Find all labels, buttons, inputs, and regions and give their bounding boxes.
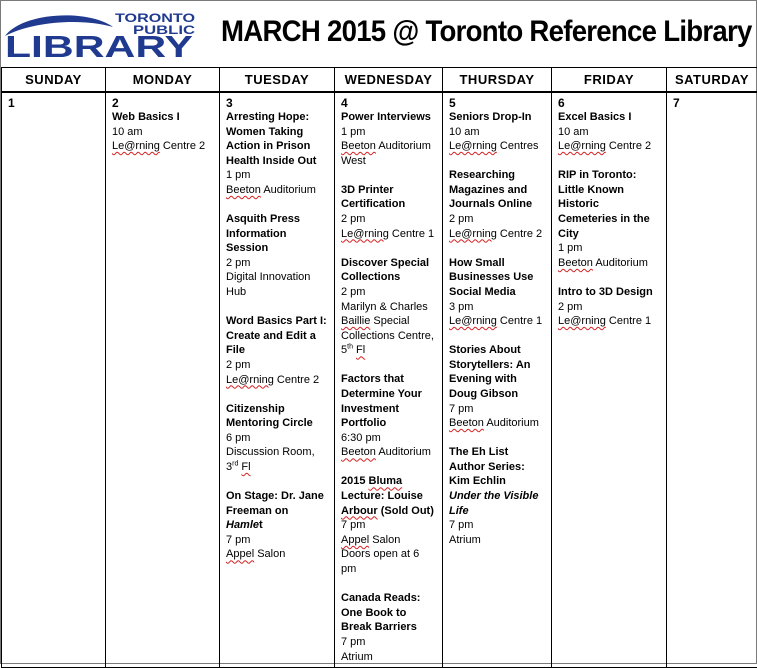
day-cell-5 — [443, 92, 552, 668]
event-time: 1 pm — [226, 168, 328, 183]
event-location: Discussion Room, 3rd Fl — [226, 445, 328, 474]
event-location: Le@rning Centre 2 — [558, 139, 660, 154]
event-time: 7 pm — [341, 518, 436, 533]
event — [449, 343, 545, 431]
event-time: 2 pm — [341, 285, 436, 300]
event — [449, 445, 545, 547]
event-location: Beeton Auditorium — [341, 445, 436, 460]
event-title: The Eh List Author Series: Kim Echlin — [449, 445, 545, 489]
day-number: 1 — [8, 97, 99, 110]
weekday-header-row — [2, 68, 757, 93]
event-location: Atrium — [449, 533, 545, 548]
weekday-friday: FRIDAY — [552, 68, 667, 93]
day-cell-3 — [220, 92, 335, 668]
event — [226, 489, 328, 562]
day-number: 4 — [341, 97, 436, 110]
event — [341, 591, 436, 664]
day-number: 2 — [112, 97, 213, 110]
calendar-grid — [1, 67, 757, 668]
event-location: Appel Salon — [226, 547, 328, 562]
event-time: 7 pm — [449, 518, 545, 533]
event-title: Asquith Press Information Session — [226, 212, 328, 256]
day-cell-1 — [2, 92, 106, 668]
event — [341, 110, 436, 168]
event-location: Beeton Auditorium West — [341, 139, 436, 168]
week-row — [2, 92, 757, 668]
event-time: 3 pm — [449, 300, 545, 315]
logo-library-text: LIBRARY — [5, 29, 193, 59]
event-title: On Stage: Dr. Jane Freeman on Hamlet — [226, 489, 328, 533]
day-cell-7 — [667, 92, 757, 668]
event-title: 2015 Bluma Lecture: Louise Arbour (Sold Out) — [341, 474, 436, 518]
event-location: Le@rning Centre 2 — [112, 139, 213, 154]
event-time: 1 pm — [558, 241, 660, 256]
event — [449, 256, 545, 329]
event-title: Stories About Storytellers: An Evening with Doug Gibson — [449, 343, 545, 401]
event-time: 2 pm — [449, 212, 545, 227]
event-time: 6:30 pm — [341, 431, 436, 446]
event — [558, 110, 660, 154]
weekday-monday: MONDAY — [106, 68, 220, 93]
event — [226, 402, 328, 475]
event-title: Citizenship Mentoring Circle — [226, 402, 328, 431]
event-time: 10 am — [449, 125, 545, 140]
logo-public-text: PUBLIC — [133, 23, 195, 37]
day-number: 7 — [673, 97, 751, 110]
event-time: 1 pm — [341, 125, 436, 140]
event-title: RIP in Toronto: Little Known Historic Cemeteries in the City — [558, 168, 660, 241]
event — [226, 212, 328, 300]
event-time: 7 pm — [226, 533, 328, 548]
event — [226, 110, 328, 198]
header — [1, 1, 757, 67]
page-title: MARCH 2015 @ Toronto Reference Library — [221, 15, 752, 49]
event-time: 2 pm — [341, 212, 436, 227]
day-cell-4 — [335, 92, 443, 668]
event-title: Word Basics Part I: Create and Edit a File — [226, 314, 328, 358]
event-title: Web Basics I — [112, 110, 213, 125]
event-location: Le@rning Centre 2 — [449, 227, 545, 242]
event — [341, 474, 436, 576]
event-time: 2 pm — [226, 256, 328, 271]
event-time: 6 pm — [226, 431, 328, 446]
event-location: Appel Salon — [341, 533, 436, 548]
event-time: 2 pm — [558, 300, 660, 315]
event-location: Le@rning Centre 1 — [558, 314, 660, 329]
event-location: Digital Innovation Hub — [226, 270, 328, 299]
event — [558, 168, 660, 270]
weekday-tuesday: TUESDAY — [220, 68, 335, 93]
event-title: Canada Reads: One Book to Break Barriers — [341, 591, 436, 635]
weekday-sunday: SUNDAY — [2, 68, 106, 93]
event-time: 2 pm — [226, 358, 328, 373]
event-location: Beeton Auditorium — [226, 183, 328, 198]
event — [226, 314, 328, 387]
event — [341, 256, 436, 358]
event-time: 10 am — [112, 125, 213, 140]
day-cell-2 — [106, 92, 220, 668]
event-location: Le@rning Centres — [449, 139, 545, 154]
day-number: 5 — [449, 97, 545, 110]
event-location: Marilyn & Charles Baillie Special Collections Centre, 5th Fl — [341, 300, 436, 358]
event-title: Factors that Determine Your Investment Portfolio — [341, 372, 436, 430]
logo-toronto-text: TORONTO — [115, 11, 195, 25]
event-title: Discover Special Collections — [341, 256, 436, 285]
event-location: Le@rning Centre 2 — [226, 373, 328, 388]
event-title: Researching Magazines and Journals Online — [449, 168, 545, 212]
event-time: 7 pm — [449, 402, 545, 417]
event-location: Beeton Auditorium — [449, 416, 545, 431]
event-note: Doors open at 6 pm — [341, 547, 436, 576]
weekday-wednesday: WEDNESDAY — [335, 68, 443, 93]
event-title: Excel Basics I — [558, 110, 660, 125]
event-title: How Small Businesses Use Social Media — [449, 256, 545, 300]
weekday-saturday: SATURDAY — [667, 68, 757, 93]
event — [341, 183, 436, 241]
event — [449, 110, 545, 154]
event-title: Seniors Drop-In — [449, 110, 545, 125]
event-location: Atrium — [341, 650, 436, 665]
event — [449, 168, 545, 241]
toronto-public-library-logo — [3, 9, 198, 59]
event-location: Le@rning Centre 1 — [449, 314, 545, 329]
event — [558, 285, 660, 329]
event-title: Power Interviews — [341, 110, 436, 125]
event-location: Le@rning Centre 1 — [341, 227, 436, 242]
event-title: Intro to 3D Design — [558, 285, 660, 300]
event-title: 3D Printer Certification — [341, 183, 436, 212]
event-title: Arresting Hope: Women Taking Action in Prison Health Inside Out — [226, 110, 328, 168]
event-time: 7 pm — [341, 635, 436, 650]
event-subtitle: Under the Visible Life — [449, 489, 545, 518]
event-time: 10 am — [558, 125, 660, 140]
day-number: 3 — [226, 97, 328, 110]
day-number: 6 — [558, 97, 660, 110]
weekday-thursday: THURSDAY — [443, 68, 552, 93]
day-cell-6 — [552, 92, 667, 668]
event-location: Beeton Auditorium — [558, 256, 660, 271]
event — [341, 372, 436, 460]
event — [112, 110, 213, 154]
